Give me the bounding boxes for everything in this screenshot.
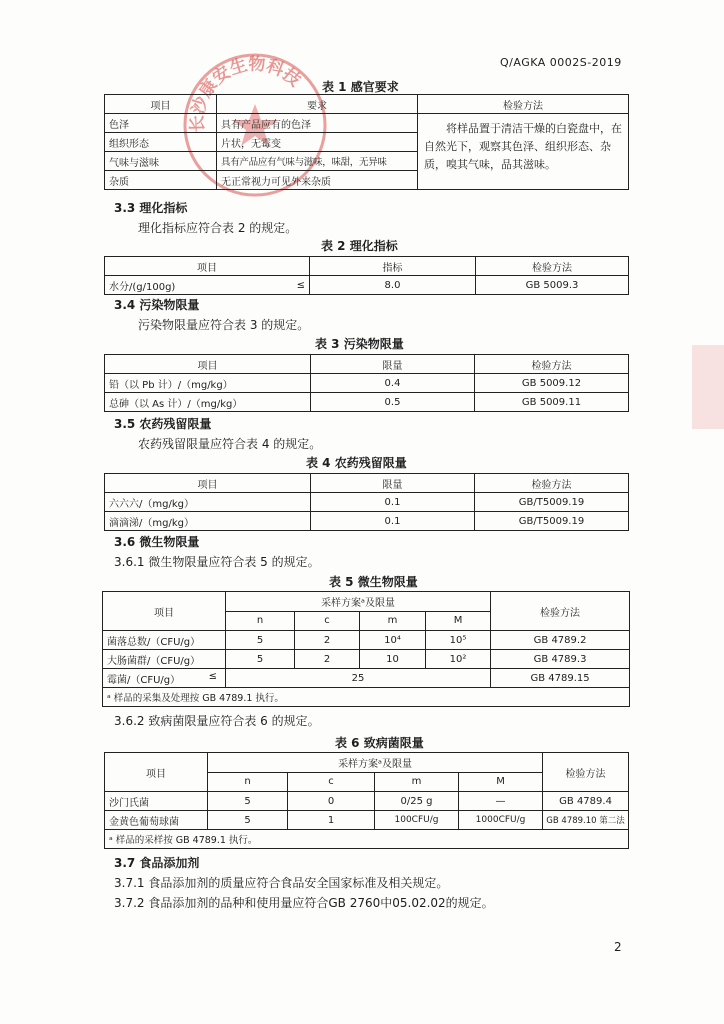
cell-item: 菌落总数/（CFU/g） xyxy=(103,631,226,650)
sensory-method-text: 将样品置于清洁干燥的白瓷盘中，在自然光下，观察其色泽、组织形态、杂质，嗅其气味，品其滋味。 xyxy=(418,114,629,190)
section-3-6-heading: 3.6 微生物限量 xyxy=(114,535,200,549)
section-3-7-heading: 3.7 食品添加剂 xyxy=(114,856,200,870)
section-3-7-1-text: 3.7.1 食品添加剂的质量应符合食品安全国家标准及相关规定。 xyxy=(114,876,449,890)
microbial-table xyxy=(102,591,630,707)
header-index: 指标 xyxy=(310,257,476,276)
header-item: 项目 xyxy=(105,753,208,792)
cell-M: — xyxy=(459,792,543,811)
header-method: 检验方法 xyxy=(418,95,629,114)
cell-n: 5 xyxy=(208,792,288,811)
header-requirement: 要求 xyxy=(217,95,418,114)
subheader-c: c xyxy=(288,772,375,792)
subheader-M: M xyxy=(426,611,491,631)
header-sampling-plan: 采样方案ᵃ及限量 xyxy=(226,592,491,612)
cell-m: 0/25 g xyxy=(375,792,459,811)
cell-item: 气味与滋味 xyxy=(105,152,217,171)
cell-item xyxy=(103,669,226,688)
section-3-5-heading: 3.5 农药残留限量 xyxy=(114,417,212,431)
cell-requirement: 具有产品应有气味与滋味，味甜，无异味 xyxy=(217,152,418,171)
header-item: 项目 xyxy=(105,474,311,493)
cell-c: 1 xyxy=(288,811,375,830)
mold-label: 霉菌/（CFU/g） xyxy=(107,674,181,686)
cell-limit: 0.1 xyxy=(311,512,475,531)
header-method: 检验方法 xyxy=(491,592,630,631)
cell-limit: 0.5 xyxy=(311,393,475,412)
cell-c: 2 xyxy=(295,650,360,669)
cell-item: 组织形态 xyxy=(105,133,217,152)
cell-value: 8.0 xyxy=(310,276,476,295)
page-edge-mark xyxy=(692,345,724,429)
cell-m: 10⁴ xyxy=(360,631,426,650)
cell-method: GB 5009.11 xyxy=(475,393,629,412)
section-3-4-heading: 3.4 污染物限量 xyxy=(114,298,200,312)
cell-requirement: 无正常视力可见外来杂质 xyxy=(217,171,418,190)
cell-item: 水分/(g/100g) xyxy=(105,276,275,295)
table3-caption: 表 3 污染物限量 xyxy=(315,337,404,351)
contaminant-table xyxy=(104,354,629,412)
table5-caption: 表 5 微生物限量 xyxy=(329,575,418,589)
cell-n: 5 xyxy=(226,650,295,669)
cell-limit: 0.1 xyxy=(311,493,475,512)
section-3-3-heading: 3.3 理化指标 xyxy=(114,201,188,215)
pathogen-table xyxy=(104,752,629,849)
cell-c: 2 xyxy=(295,631,360,650)
table4-caption: 表 4 农药残留限量 xyxy=(306,456,407,470)
table6-caption: 表 6 致病菌限量 xyxy=(335,736,424,750)
subheader-n: n xyxy=(226,611,295,631)
cell-method: GB/T5009.19 xyxy=(475,512,629,531)
pesticide-table xyxy=(104,473,629,531)
header-method: 检验方法 xyxy=(476,257,629,276)
cell-c: 0 xyxy=(288,792,375,811)
subheader-c: c xyxy=(295,611,360,631)
cell-method: GB 4789.4 xyxy=(543,792,629,811)
page-number: 2 xyxy=(614,940,622,954)
header-sampling-plan: 采样方案ᵃ及限量 xyxy=(208,753,543,773)
cell-m: 100CFU/g xyxy=(375,811,459,830)
cell-item: 大肠菌群/（CFU/g） xyxy=(103,650,226,669)
cell-M: 10² xyxy=(426,650,491,669)
table6-footnote: ᵃ 样品的采样按 GB 4789.1 执行。 xyxy=(105,830,629,849)
cell-M: 1000CFU/g xyxy=(459,811,543,830)
cell-limit: 0.4 xyxy=(311,374,475,393)
cell-method: GB 5009.12 xyxy=(475,374,629,393)
header-item: 项目 xyxy=(105,95,217,114)
cell-item: 六六六/（mg/kg） xyxy=(105,493,311,512)
cell-item: 滴滴涕/（mg/kg） xyxy=(105,512,311,531)
cell-m: 10 xyxy=(360,650,426,669)
section-3-4-text: 污染物限量应符合表 3 的规定。 xyxy=(138,318,310,332)
section-3-6-2-text: 3.6.2 致病菌限量应符合表 6 的规定。 xyxy=(114,714,320,728)
subheader-m: m xyxy=(375,772,459,792)
header-limit: 限量 xyxy=(311,355,475,374)
seal-text: 长沙康安生物科技 xyxy=(187,54,305,133)
cell-item: 色泽 xyxy=(105,114,217,133)
section-3-7-2-text: 3.7.2 食品添加剂的品种和使用量应符合GB 2760中05.02.02的规定。 xyxy=(114,896,494,910)
cell-method: GB/T5009.19 xyxy=(475,493,629,512)
cell-M: 10⁵ xyxy=(426,631,491,650)
table2-caption: 表 2 理化指标 xyxy=(321,239,398,253)
cell-n: 5 xyxy=(208,811,288,830)
subheader-m: m xyxy=(360,611,426,631)
cell-operator: ≤ xyxy=(275,276,310,295)
section-3-6-1-text: 3.6.1 微生物限量应符合表 5 的规定。 xyxy=(114,555,320,569)
cell-item: 总砷（以 As 计）/（mg/kg） xyxy=(105,393,311,412)
section-3-3-text: 理化指标应符合表 2 的规定。 xyxy=(138,221,298,235)
table5-footnote: ᵃ 样品的采集及处理按 GB 4789.1 执行。 xyxy=(103,688,630,707)
section-3-5-text: 农药残留限量应符合表 4 的规定。 xyxy=(138,437,322,451)
cell-item: 沙门氏菌 xyxy=(105,792,208,811)
cell-requirement: 具有产品应有的色泽 xyxy=(217,114,418,133)
cell-method: GB 5009.3 xyxy=(476,276,629,295)
cell-mold-limit: 25 xyxy=(226,669,491,688)
cell-method: GB 4789.2 xyxy=(491,631,630,650)
header-method: 检验方法 xyxy=(475,474,629,493)
table1-caption: 表 1 感官要求 xyxy=(322,80,399,94)
document-id: Q/AGKA 0002S-2019 xyxy=(500,56,622,69)
header-item: 项目 xyxy=(105,355,311,374)
header-limit: 限量 xyxy=(311,474,475,493)
physicochemical-table xyxy=(104,256,629,295)
header-item: 项目 xyxy=(103,592,226,631)
cell-method: GB 4789.3 xyxy=(491,650,630,669)
header-method: 检验方法 xyxy=(543,753,629,792)
cell-item: 杂质 xyxy=(105,171,217,190)
header-method: 检验方法 xyxy=(475,355,629,374)
subheader-n: n xyxy=(208,772,288,792)
mold-operator: ≤ xyxy=(208,670,217,682)
cell-method: GB 4789.10 第二法 xyxy=(543,811,629,830)
cell-requirement: 片状，无霉变 xyxy=(217,133,418,152)
cell-item: 金黄色葡萄球菌 xyxy=(105,811,208,830)
cell-item: 铅（以 Pb 计）/（mg/kg） xyxy=(105,374,311,393)
header-item: 项目 xyxy=(105,257,310,276)
cell-method: GB 4789.15 xyxy=(491,669,630,688)
sensory-table xyxy=(104,94,629,190)
subheader-M: M xyxy=(459,772,543,792)
cell-n: 5 xyxy=(226,631,295,650)
